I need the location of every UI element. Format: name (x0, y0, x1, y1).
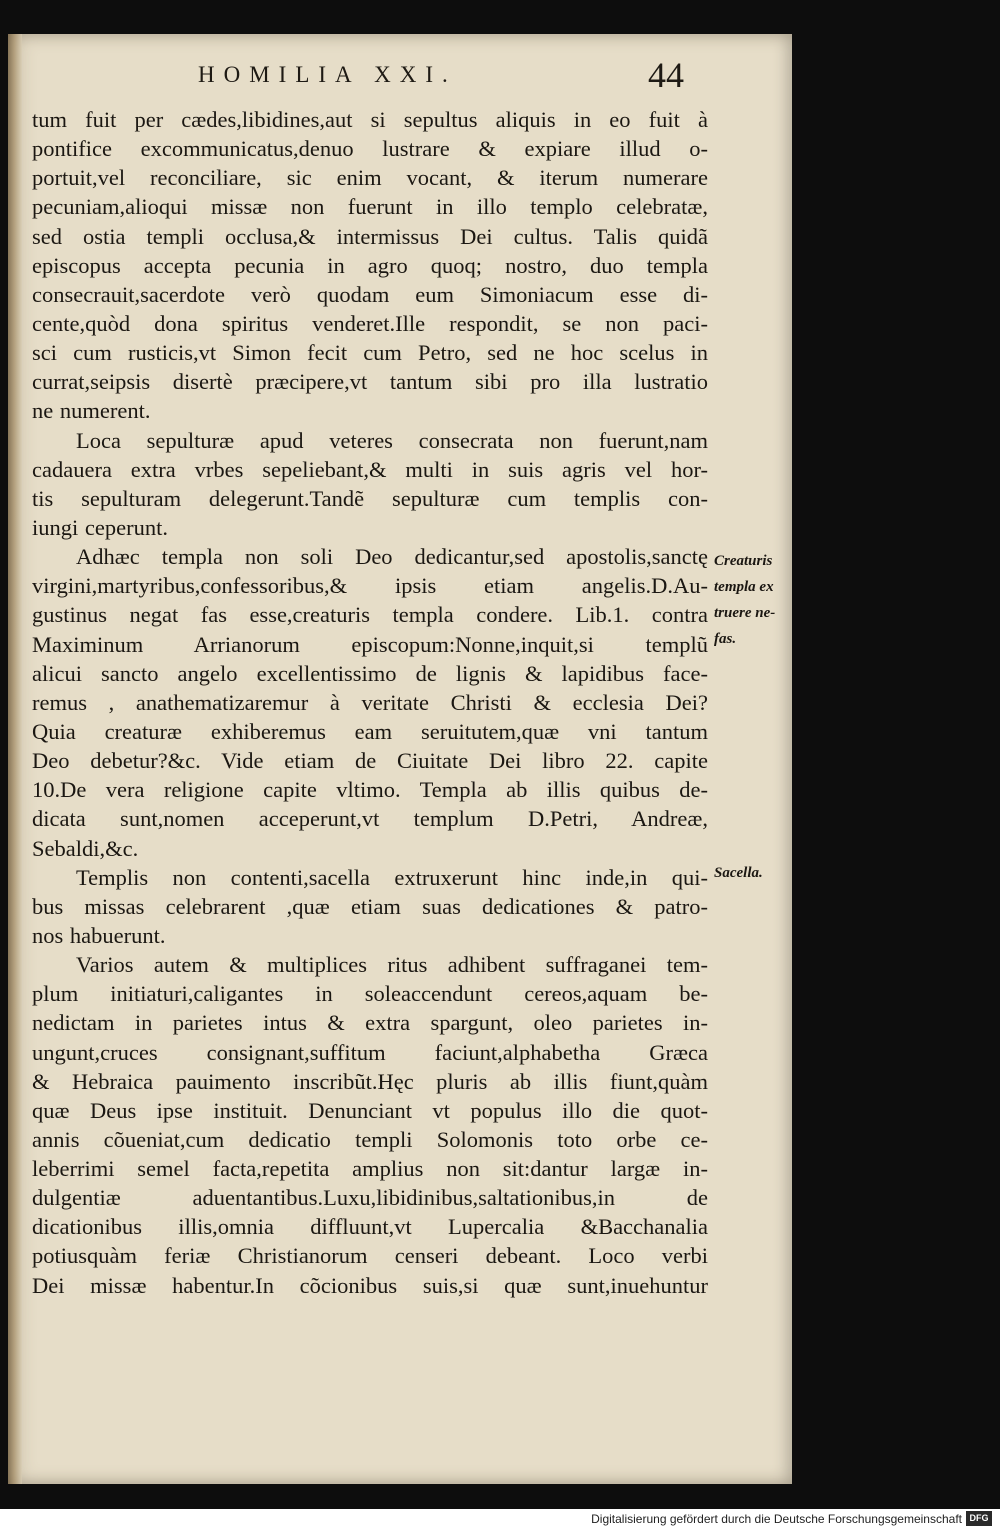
paragraph-start-line: Adhæc templa non soli Deo dedicantur,sed apostolis,sanctę (76, 544, 708, 570)
text-line: gustinus negat fas esse,creaturis templa condere. Lib.1. contra (32, 602, 708, 628)
marginal-line: fas. (714, 631, 737, 647)
page-number: 44 (648, 55, 684, 95)
text-line: cadauera extra vrbes sepeliebant,& multi in suis agris vel hor- (32, 456, 708, 482)
text-line: currat,seipsis disertè præcipere,vt tantum sibi pro illa lustratio (32, 369, 708, 395)
text-line: pecuniam,alioqui missæ non fuerunt in illo templo celebratæ, (32, 194, 708, 220)
text-line: plum initiaturi,caligantes in soleaccendunt cereos,aquam be- (32, 981, 708, 1007)
text-line: nos habuerunt. (32, 922, 166, 948)
text-line: episcopus accepta pecunia in agro quoq; nostro, duo templa (32, 252, 708, 278)
marginal-note-sacella (714, 860, 763, 886)
text-line: potiusquàm feriæ Christianorum censeri debeant. Loco verbi (32, 1243, 708, 1269)
text-line: portuit,vel reconciliare, sic enim vocant, & iterum numerare (32, 165, 708, 191)
text-line: nedictam in parietes intus & extra spargunt, oleo parietes in- (32, 1010, 708, 1036)
book-page (8, 34, 792, 1484)
text-line: Maximinum Arrianorum episcopum:Nonne,inquit,si templũ (32, 631, 708, 657)
text-line: Deo debetur?&c. Vide etiam de Ciuitate Dei libro 22. capite (32, 748, 708, 774)
text-line: Dei missæ habentur.In cõcionibus suis,si quæ sunt,inuehuntur (32, 1272, 708, 1298)
body-text (32, 105, 708, 1300)
text-line: iungi ceperunt. (32, 514, 168, 540)
text-line: dicationibus illis,omnia diffluunt,vt Lupercalia &Bacchanalia (32, 1214, 708, 1240)
text-line: remus , anathematizaremur à veritate Christi & ecclesia Dei? (32, 689, 708, 715)
text-line: consecrauit,sacerdote verò quodam eum Simoniacum esse di- (32, 281, 708, 307)
text-line: Quia creaturæ exhiberemus eam seruitutem,quæ vni tantum (32, 718, 708, 744)
text-line: tum fuit per cædes,libidines,aut si sepultus aliquis in eo fuit à (32, 107, 708, 132)
text-line: Sebaldi,&c. (32, 835, 139, 861)
text-line: sci cum rusticis,vt Simon fecit cum Petro, sed ne hoc scelus in (32, 340, 708, 366)
paragraph-start-line: Templis non contenti,sacella extruxerunt hinc inde,in qui- (76, 864, 708, 890)
marginal-line: truere ne- (714, 605, 776, 621)
marginal-note-creaturis (714, 548, 775, 652)
marginal-line: Creaturis (714, 553, 773, 569)
text-line: ungunt,cruces consignant,suffitum faciunt,alphabetha Græca (32, 1039, 708, 1065)
text-line: quæ Deus ipse instituit. Denunciant vt populus illo die quot- (32, 1097, 708, 1123)
text-line: sed ostia templi occlusa,& intermissus Dei cultus. Talis quidã (32, 223, 708, 249)
text-line: cente,quòd dona spiritus venderet.Ille respondit, se non paci- (32, 310, 708, 336)
running-head: HOMILIA XXI. (198, 62, 457, 87)
text-line: dulgentiæ aduentantibus.Luxu,libidinibus,saltationibus,in de (32, 1185, 708, 1211)
text-line: virgini,martyribus,confessoribus,& ipsis etiam angelis.D.Au- (32, 573, 708, 599)
marginal-line: templa ex (714, 579, 774, 595)
paragraph-start-line: Varios autem & multiplices ritus adhibent suffraganei tem- (76, 952, 708, 978)
text-line: alicui sancto angelo excellentissimo de lignis & lapidibus face- (32, 660, 708, 686)
text-line: leberrimi semel facta,repetita amplius non sit:dantur largæ in- (32, 1156, 708, 1182)
page-gutter-shadow (8, 34, 22, 1484)
text-line: annis cõueniat,cum dedicatio templi Solomonis toto orbe ce- (32, 1126, 708, 1152)
dfg-logo: DFG (966, 1511, 992, 1526)
text-line: bus missas celebrarent ,quæ etiam suas dedicationes & patro- (32, 893, 708, 919)
digitization-credit: Digitalisierung gefördert durch die Deutsche Forschungsgemeinschaft (591, 1512, 962, 1526)
text-line: tis sepulturam delegerunt.Tandẽ sepulturæ cum templis con- (32, 485, 708, 511)
paragraph-start-line: Loca sepulturæ apud veteres consecrata non fuerunt,nam (76, 427, 708, 453)
marginal-line: Sacella. (714, 865, 763, 881)
text-line: 10.De vera religione capite vltimo. Templa ab illis quibus de- (32, 777, 708, 803)
text-line: dicata sunt,nomen acceperunt,vt templum D.Petri, Andreæ, (32, 806, 708, 832)
text-line: & Hebraica pauimento inscribũt.Hęc pluris ab illis fiunt,quàm (32, 1068, 708, 1094)
text-line: ne numerent. (32, 398, 151, 424)
text-line: pontifice excommunicatus,denuo lustrare & expiare illud o- (32, 136, 708, 162)
